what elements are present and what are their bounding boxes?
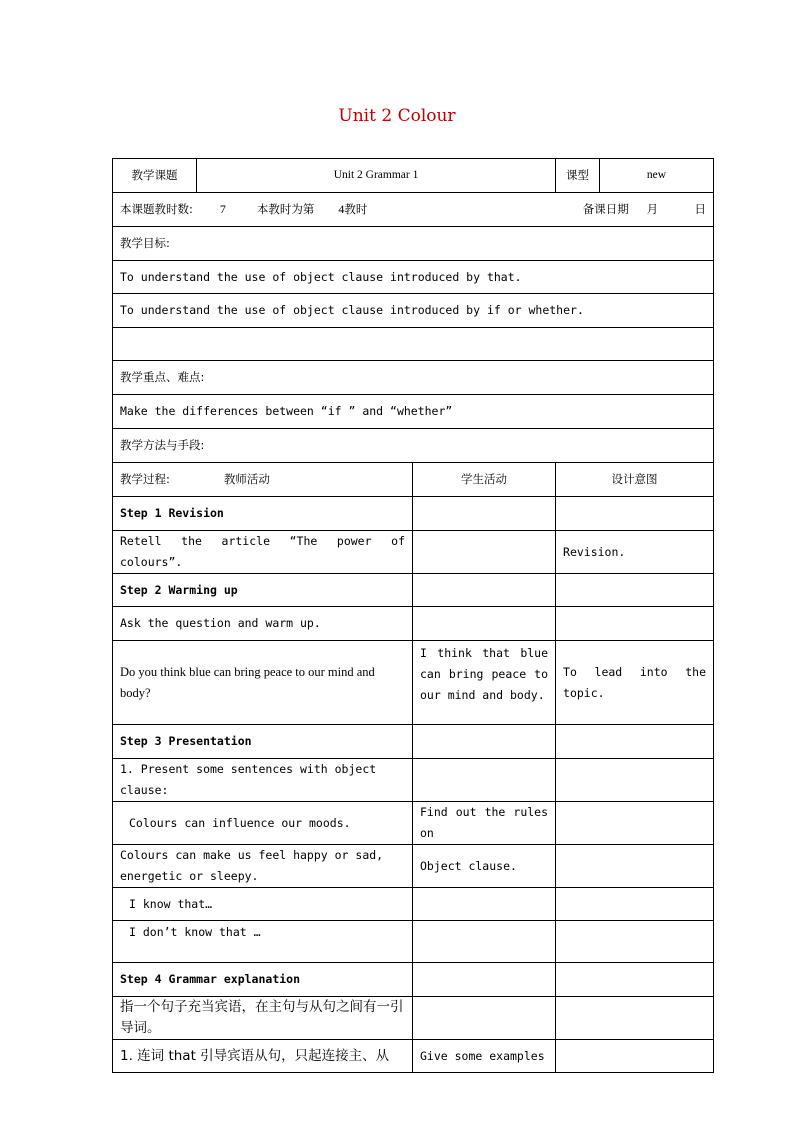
process-row [113, 963, 714, 997]
process-row [113, 607, 714, 641]
process-label: 教学过程: [120, 472, 170, 486]
step-heading: Step 2 Warming up [113, 574, 413, 607]
teacher-activity: 指一个句子充当宾语，在主句与从句之间有一引导词。 [113, 997, 413, 1040]
current-suffix: 教时 [344, 202, 368, 216]
process-row [113, 725, 714, 759]
type-value: new [600, 159, 714, 193]
objectives-label: 教学目标: [113, 227, 714, 261]
col-student-label: 学生活动 [413, 463, 556, 497]
process-row [113, 1040, 714, 1073]
document-title: Unit 2 Colour [338, 106, 456, 126]
design-purpose [556, 921, 714, 963]
design-purpose [556, 802, 714, 845]
student-activity: Give some examples [413, 1040, 556, 1073]
lesson-plan-table [112, 158, 714, 1073]
process-row [113, 888, 714, 921]
type-label: 课型 [556, 159, 600, 193]
student-activity [413, 497, 556, 531]
hours-value: 7 [219, 202, 226, 216]
topic-row [113, 159, 714, 193]
design-purpose [556, 888, 714, 921]
design-purpose [556, 997, 714, 1040]
process-row [113, 641, 714, 725]
design-purpose [556, 845, 714, 888]
month-label: 月 [646, 202, 659, 216]
student-activity [413, 574, 556, 607]
design-purpose: To lead into the topic. [556, 641, 714, 725]
objective-row [113, 261, 714, 294]
key-points-label: 教学重点、难点: [113, 361, 714, 395]
objective-row [113, 294, 714, 328]
student-activity [413, 888, 556, 921]
process-row [113, 574, 714, 607]
teacher-activity: Colours can make us feel happy or sad, energetic or sleepy. [113, 845, 413, 888]
current-label: 本教时为第 [256, 202, 315, 216]
key-points-label-row [113, 361, 714, 395]
objective-item: To understand the use of object clause introduced by if or whether. [113, 294, 714, 328]
teacher-activity: Do you think blue can bring peace to our mind and body? [113, 641, 413, 725]
objective-item: To understand the use of object clause introduced by that. [113, 261, 714, 294]
teacher-activity: I know that… [113, 888, 413, 921]
topic-label: 教学课题 [113, 159, 197, 193]
student-activity: Find out the rules on [413, 802, 556, 845]
current-value: 4 [338, 202, 345, 216]
teacher-activity: Retell the article “The power of colours”. [113, 531, 413, 574]
design-purpose [556, 607, 714, 641]
process-row [113, 497, 714, 531]
process-row [113, 531, 714, 574]
process-row [113, 759, 714, 802]
design-purpose: Revision. [556, 531, 714, 574]
empty-row [113, 328, 714, 361]
design-purpose [556, 574, 714, 607]
hours-row [113, 193, 714, 227]
design-purpose [556, 725, 714, 759]
hours-label: 本课题教时数: [120, 202, 193, 216]
objectives-label-row [113, 227, 714, 261]
key-points-row [113, 395, 714, 429]
topic-value: Unit 2 Grammar 1 [197, 159, 556, 193]
design-purpose [556, 963, 714, 997]
student-activity: Object clause. [413, 845, 556, 888]
student-activity [413, 963, 556, 997]
student-activity [413, 997, 556, 1040]
day-label: 日 [694, 202, 707, 216]
step-heading: Step 3 Presentation [113, 725, 413, 759]
step-heading: Step 1 Revision [113, 497, 413, 531]
methods-label-row [113, 429, 714, 463]
teacher-activity: Colours can influence our moods. [113, 802, 413, 845]
teacher-activity: I don’t know that … [113, 921, 413, 963]
teacher-activity: 1. Present some sentences with object clause: [113, 759, 413, 802]
key-points-text: Make the differences between “if ” and “whether” [113, 395, 714, 429]
teacher-activity: 1. 连词 that 引导宾语从句，只起连接主、从 [113, 1040, 413, 1073]
student-activity [413, 725, 556, 759]
student-activity [413, 607, 556, 641]
design-purpose [556, 497, 714, 531]
design-purpose [556, 1040, 714, 1073]
step-heading: Step 4 Grammar explanation [113, 963, 413, 997]
process-header-teacher [113, 463, 413, 497]
process-row [113, 921, 714, 963]
date-label: 备课日期 [582, 202, 629, 216]
process-row [113, 802, 714, 845]
process-row [113, 997, 714, 1040]
hours-cell [113, 193, 714, 227]
process-row [113, 845, 714, 888]
student-activity [413, 531, 556, 574]
methods-label: 教学方法与手段: [113, 429, 714, 463]
teacher-activity: Ask the question and warm up. [113, 607, 413, 641]
design-purpose [556, 759, 714, 802]
student-activity: I think that blue can bring peace to our mind and body. [413, 641, 556, 725]
student-activity [413, 921, 556, 963]
col-teacher-label: 教师活动 [223, 472, 270, 486]
student-activity [413, 759, 556, 802]
process-header-row [113, 463, 714, 497]
col-purpose-label: 设计意图 [556, 463, 714, 497]
